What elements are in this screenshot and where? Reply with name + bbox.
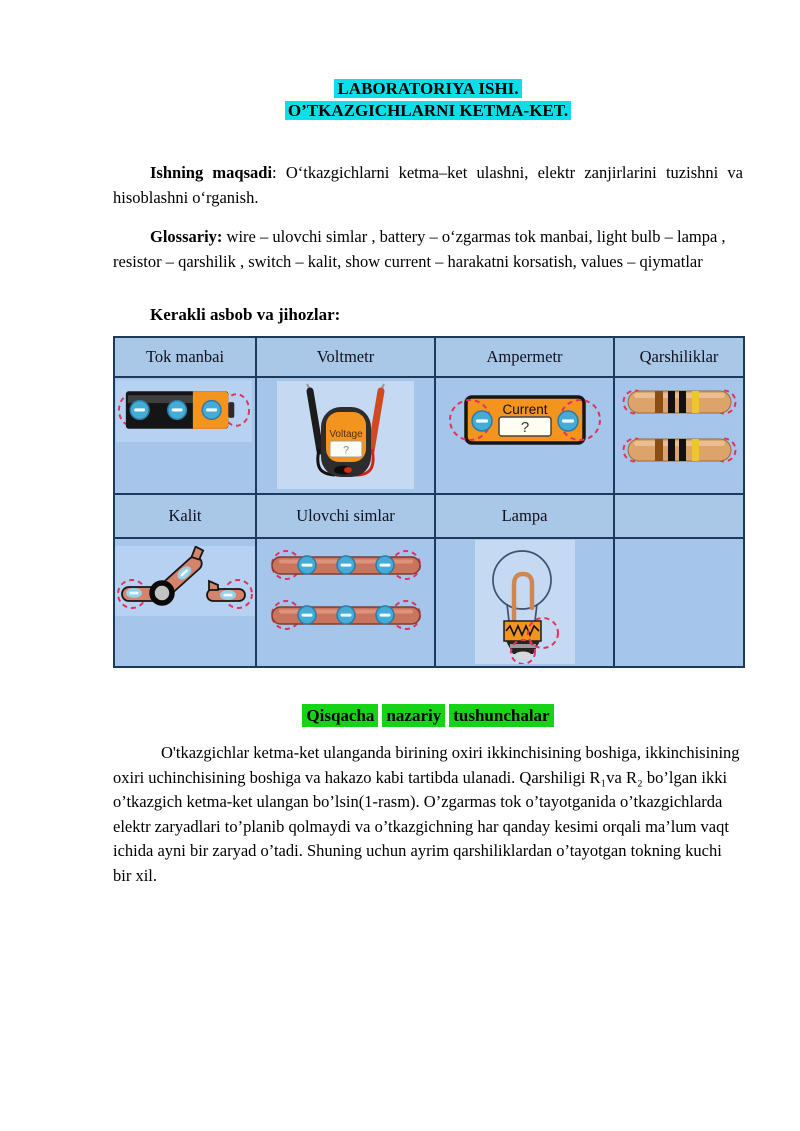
glossary-paragraph [113, 224, 743, 274]
theory-heading-word-3: tushunchalar [449, 704, 553, 727]
voltmeter-cell [256, 377, 435, 494]
purpose-text: : O‘tkazgichlarni ketma–ket ulashni, elektr zanjirlarini tuzishni va hisoblashni o‘rganish. [113, 163, 743, 207]
ammeter-image [446, 383, 603, 478]
lightbulb-image [475, 540, 575, 664]
document-title [113, 78, 743, 122]
equipment-heading: Kerakli asbob va jihozlar: [150, 305, 341, 324]
header-voltmetr: Voltmetr [256, 337, 435, 377]
title-line-1: LABORATORIYA ISHI. [334, 79, 521, 98]
equipment-table [113, 336, 745, 668]
voltmeter-value: ? [342, 444, 350, 457]
red-probe-icon [371, 391, 381, 451]
title-line-2: O’TKAZGICHLARNI KETMA-KET. [285, 101, 571, 120]
header-ulovchi-simlar: Ulovchi simlar [256, 494, 435, 538]
black-probe-icon [310, 391, 320, 451]
voltmeter-image [277, 381, 414, 489]
theory-heading-word-1: Qisqacha [302, 704, 378, 727]
header-ampermetr: Ampermetr [435, 337, 614, 377]
switch-cell [114, 538, 256, 667]
equipment-image-row-1 [114, 377, 744, 494]
voltmeter-label: Voltage [329, 429, 363, 440]
filament-icon [514, 574, 532, 621]
lamp-cell [435, 538, 614, 667]
header-lampa: Lampa [435, 494, 614, 538]
empty-cell [614, 538, 744, 667]
ammeter-value: ? [520, 419, 530, 436]
equipment-image-row-2 [114, 538, 744, 667]
switch-pivot-icon [152, 583, 172, 603]
theory-heading [113, 704, 743, 727]
wires-cell [256, 538, 435, 667]
header-qarshiliklar: Qarshiliklar [614, 337, 744, 377]
header-kalit: Kalit [114, 494, 256, 538]
battery-cell [114, 377, 256, 494]
theory-heading-word-2: nazariy [382, 704, 445, 727]
equipment-header-row-2 [114, 494, 744, 538]
glossary-text: wire – ulovchi simlar , battery – o‘zgarmas tok manbai, light bulb – lampa , resistor – qarshilik , switch – kalit, show current – harakatni korsatish, values – qiymatlar [113, 227, 726, 271]
wire-image-2 [267, 599, 425, 631]
purpose-paragraph [113, 160, 743, 210]
resistor-image-2 [622, 432, 737, 468]
wire-image-1 [267, 549, 425, 581]
battery-image [116, 380, 252, 442]
resistors-cell [614, 377, 744, 494]
equipment-header-row-1 [114, 337, 744, 377]
ammeter-cell [435, 377, 614, 494]
header-tok-manbai: Tok manbai [114, 337, 256, 377]
glossary-lead: Glossariy: [150, 227, 223, 246]
theory-paragraph: O'tkazgichlar ketma-ket ulanganda birining oxiri ikkinchisining boshiga, ikkinchisining oxiri uchinchisining boshiga va hakazo kabi tartibda ulanadi. Qarshiligi R₁va R₂ bo’lgan ikki o’tkazgich ketma-ket ulangan bo’lsin(1-rasm). O’zgarmas tok o’tayotganida o’tkazgichlarda elektr zaryadlari to’planib qolmaydi va o’tkazgichning har qanday kesimi orqali ma’lum vaqt ichida ayni bir zaryad o’tadi. Shuning uchun ayrim qarshiliklardan o’tayotgan tokning kuchi bir xil. [113, 743, 740, 885]
switch-image [115, 546, 255, 616]
purpose-lead: Ishning maqsadi [150, 163, 273, 182]
resistor-image-1 [622, 384, 737, 420]
document-content [113, 0, 743, 888]
ammeter-label: Current [502, 402, 548, 417]
header-empty [614, 494, 744, 538]
